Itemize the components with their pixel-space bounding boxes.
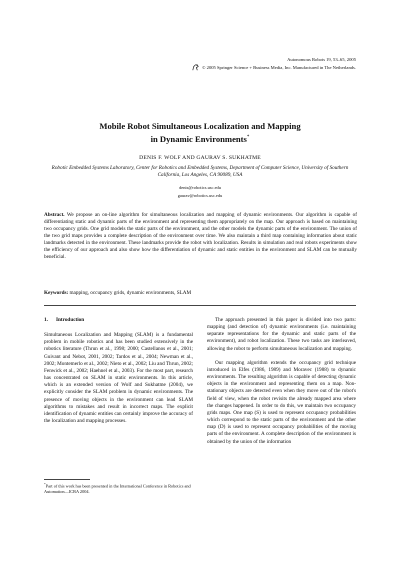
title-line-1: Mobile Robot Simultaneous Localization and Mapping [99,121,301,131]
section-number: 1. [44,317,48,323]
title-line-2 [0,132,400,145]
footnote-mark: * [44,482,46,486]
copyright-text: © 2005 Springer Science + Business Media, Inc. Manufactured in The Netherlands. [202,64,356,70]
section-divider [44,305,356,306]
abstract-text: We propose an on-line algorithm for simultaneous localization and mapping of dynamic environments. Our algorithm is capable of differentiating static and dynamic parts of the environment and representing them appropriately on the map. Our approach is based on maintaining two occupancy grids. One grid models the static parts of the environment, and the other models the dynamic parts of the environment. The union of the two grid maps provides a complete description of the environment over time. We also maintain a third map containing information about static landmarks detected in the environment. These landmarks provide the robot with localization. Results in simulation and real robots experiments show the efficiency of our approach and also show how the differentiation of dynamic and static entities in the environment and SLAM can be mutually beneficial. [44,212,357,260]
paper-title [0,121,400,145]
journal-header [191,57,356,72]
footnote-text: Part of this work has been presented in the International Conference in Robotics and Automation—ICRA 2004. [44,483,191,495]
author-email-1[interactable]: denis@robotics.usc.edu [179,185,221,190]
copyright-line [191,63,356,72]
intro-paragraph-2: The approach presented in this paper is divided into two parts: mapping (and detection of) dynamic environments (i.e. maintaining separate representations for the dynamic and static parts of the environment), and robot localization. These two tasks are interleaved, allowing the robot to perform simultaneous localization and mapping. [207,317,356,352]
right-column [207,317,356,453]
author-names: DENIS F. WOLF AND GAURAV S. SUKHATME [139,155,261,161]
left-column [44,317,193,432]
title-footnote-mark: * [246,135,250,140]
footnote [44,482,193,495]
footnote-divider [44,479,90,480]
intro-paragraph-1: Simultaneous Localization and Mapping (SLAM) is a fundamental problem in mobile robotics and has been studied extensively in the robotics literature (Thrun et al., 1998; 2000; Castellanos et al., 2001; Guivant and Nebot, 2001, 2002; Tardos et al., 2004; Newman et al., 2002; Montemerlo et al., 2002; Nieto et al., 2002; Liu and Thrun, 2002; Fenwick et al., 2002; Haehnel et al., 2003). For the most part, research has concentrated on SLAM in static environments. In this article, which is an extended version of Wolf and Sukhatme (2004), we explicitly consider the SLAM problem in dynamic environments. The presence of moving objects in the environment can lead SLAM algorithms to mistakes and result in incorrect maps. The explicit identification of dynamic entities can certainly improve the accuracy of the localization and mapping processes. [44,332,193,425]
abstract-label: Abstract. [44,212,65,218]
intro-paragraph-3: Our mapping algorithm extends the occupancy grid technique introduced in Elfes (1986, 1989) and Moravec (1988) to dynamic environments. The resulting algorithm is capable of detecting dynamic objects in the environment and representing them on a map. Non-stationary objects are detected even when they move out of the robot's field of view, when the robot revisits the already mapped area where the changes happened. In order to do this, we maintain two occupancy grids maps. One map (S) is used to represent occupancy probabilities which correspond to the static parts of the environment and the other map (D) is used to represent occupancy probabilities of the moving parts of the environment. A complete description of the environment is obtained by the union of the information [207,359,356,445]
section-heading [44,317,193,324]
keywords-text: mapping, occupancy grids, dynamic environments, SLAM [69,290,192,296]
title-line-2-text: in Dynamic Environments [150,133,247,144]
author-email-2[interactable]: gaurav@robotics.usc.edu [177,193,223,198]
keywords-label: Keywords: [44,290,69,296]
author-affiliation: Robotic Embedded Systems Laboratory, Center for Robotics and Embedded Systems, Department of Computer Science, University of Southern California, Los Angeles, CA 90089, USA [51,165,349,178]
journal-citation: Autonomous Robots 19, 53–65, 2005 [287,57,356,62]
section-title: Introduction [56,317,85,323]
keywords-block [44,290,357,297]
springer-horse-logo-icon [191,63,200,72]
abstract-block [44,212,357,261]
